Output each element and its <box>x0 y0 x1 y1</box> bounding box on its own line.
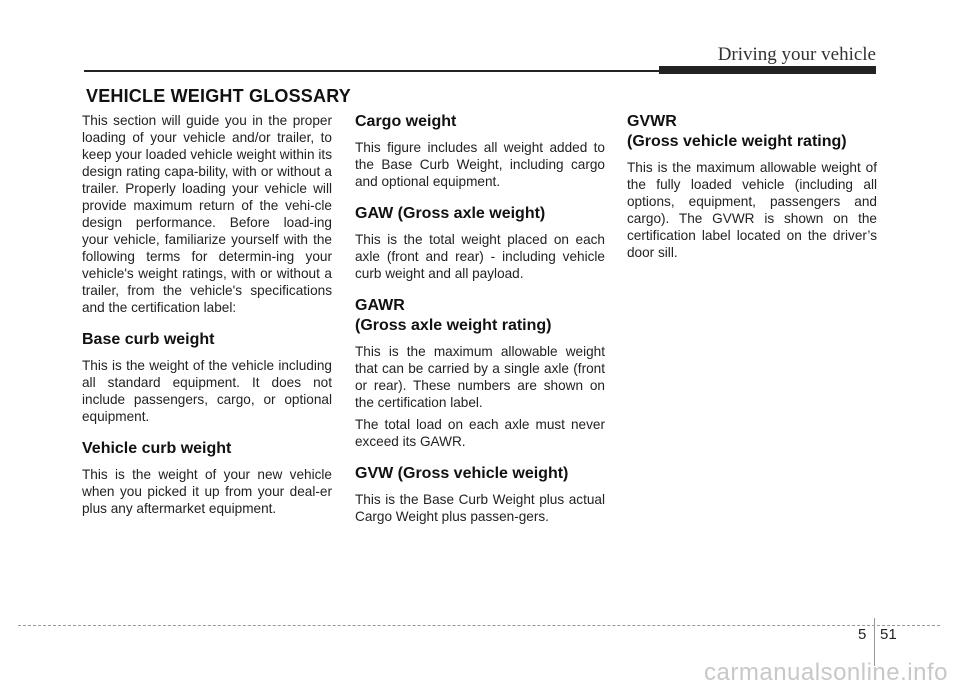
gawr-heading-line1: GAWR <box>355 297 405 314</box>
header-rule-thick <box>659 66 876 74</box>
header-rule-thin <box>84 70 659 72</box>
cargo-weight-heading: Cargo weight <box>355 113 457 130</box>
column-right <box>627 112 877 266</box>
base-curb-weight-text: This is the weight of the vehicle including all standard equipment. It does not include passengers, cargo, or optional equipment. <box>82 358 332 424</box>
gaw-text: This is the total weight placed on each axle (front and rear) - including vehicle curb weight and all payload. <box>355 232 605 281</box>
gawr-text: This is the maximum allowable weight that can be carried by a single axle (front or rear). These numbers are shown on the certification label. <box>355 344 605 410</box>
cargo-weight-text: This figure includes all weight added to the Base Curb Weight, including cargo and optional equipment. <box>355 140 605 189</box>
gawr-limit-text: The total load on each axle must never exceed its GAWR. <box>355 417 605 449</box>
gvwr-heading-line2: (Gross vehicle weight rating) <box>627 133 847 150</box>
vehicle-curb-weight-text: This is the weight of your new vehicle when you picked it up from your deal-er plus any aftermarket equipment. <box>82 467 332 516</box>
gvw-text: This is the Base Curb Weight plus actual Cargo Weight plus passen-gers. <box>355 492 605 524</box>
base-curb-weight-heading: Base curb weight <box>82 331 215 348</box>
page-title: VEHICLE WEIGHT GLOSSARY <box>86 86 351 106</box>
page-number: 51 <box>880 626 897 643</box>
vehicle-curb-weight-heading: Vehicle curb weight <box>82 440 232 457</box>
watermark: carmanualsonline.info <box>704 659 948 686</box>
gvw-heading: GVW (Gross vehicle weight) <box>355 465 569 482</box>
gvwr-heading-line1: GVWR <box>627 113 677 130</box>
intro-paragraph: This section will guide you in the proper loading of your vehicle and/or trailer, to keep your loaded vehicle weight within its design rating capa-bility, with or without a trailer. Properly loading your vehicle will provide maximum return of the vehi-cle design performance. Before load-ing your vehicle, familiarize yourself with the following terms for determin-ing your vehicle's weight ratings, with or without a trailer, from the vehicle's specifications and the certification label: <box>82 113 332 315</box>
gawr-heading <box>355 296 605 336</box>
gaw-heading: GAW (Gross axle weight) <box>355 205 546 222</box>
gvwr-heading <box>627 112 877 152</box>
section-title: Driving your vehicle <box>717 44 876 65</box>
footer-rule <box>18 625 940 626</box>
gawr-heading-line2: (Gross axle weight rating) <box>355 317 552 334</box>
column-middle <box>355 112 605 530</box>
gvwr-text: This is the maximum allowable weight of the fully loaded vehicle (including all options, equipment, passengers and cargo). The GVWR is shown on the certification label located on the driver’s door sill. <box>627 160 877 260</box>
column-left <box>82 112 332 522</box>
chapter-number: 5 <box>858 626 867 643</box>
